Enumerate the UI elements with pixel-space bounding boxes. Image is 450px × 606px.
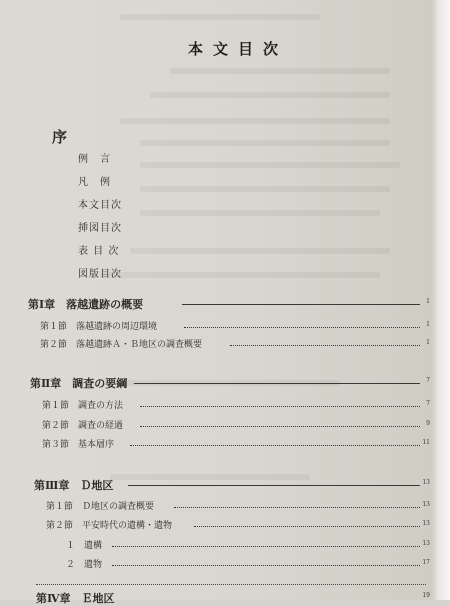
toc-section-line	[0, 499, 430, 513]
preface-item: 表 目 次	[78, 246, 120, 257]
toc-section-line	[0, 418, 430, 432]
toc-subsection-line	[0, 557, 430, 571]
toc-page-number: 13	[422, 520, 430, 527]
toc-subsection-line	[0, 538, 430, 552]
toc-label: ２ 遺物	[66, 560, 103, 570]
toc-page-number: 7	[426, 377, 430, 384]
toc-page-number: 1	[426, 298, 430, 305]
toc-page-number: 1	[426, 321, 430, 328]
preface-item: 凡 例	[78, 177, 111, 188]
toc-section-line	[0, 337, 430, 351]
toc-label: 第Ⅱ章 調査の要綱	[30, 377, 128, 390]
toc-leader	[112, 546, 420, 547]
toc-chapter-line	[0, 590, 430, 604]
toc-page-number: 11	[422, 439, 430, 446]
toc-leader	[230, 345, 420, 346]
toc-label: １ 遺構	[66, 541, 103, 551]
toc-section-line	[0, 398, 430, 412]
toc-leader	[112, 565, 420, 566]
preface-item: 本文目次	[78, 200, 122, 211]
toc-label: 第１節 Ｄ地区の調査概要	[46, 502, 155, 512]
toc-page-number: 19	[422, 592, 430, 599]
toc-page-number: 13	[422, 540, 430, 547]
toc-page-number: 13	[422, 501, 430, 508]
toc-label: 第Ⅳ章 Ｅ地区	[36, 592, 115, 605]
page-title: 本文目次	[188, 40, 289, 58]
page-edge	[432, 0, 450, 600]
toc-leader	[128, 485, 420, 486]
toc-page-number: 9	[426, 420, 430, 427]
toc-leader	[130, 445, 420, 446]
toc-label: 第Ⅲ章 Ｄ地区	[34, 479, 114, 492]
toc-leader	[140, 426, 420, 427]
toc-leader	[140, 406, 420, 407]
preface-item: 図版目次	[78, 269, 122, 280]
toc-chapter-line	[0, 375, 430, 389]
toc-section-line	[0, 437, 430, 451]
toc-label: 第１節 落越遺跡の周辺環境	[40, 322, 158, 332]
toc-page-number: 7	[426, 400, 430, 407]
toc-label: 第２節 落越遺跡Ａ・Ｂ地区の調査概要	[40, 340, 203, 350]
toc-leader	[174, 507, 420, 508]
preface-heading: 序	[52, 128, 68, 146]
toc-section-line	[0, 319, 430, 333]
toc-leader	[184, 327, 420, 328]
toc-leader	[182, 304, 420, 305]
preface-item: 挿図目次	[78, 223, 122, 234]
toc-page-number: 13	[422, 479, 430, 486]
toc-label: 第１節 調査の方法	[42, 401, 124, 411]
preface-item: 例 言	[78, 154, 111, 165]
toc-chapter-line	[0, 296, 430, 310]
toc-leader	[194, 526, 420, 527]
leader-line	[36, 584, 426, 585]
toc-label: 第３節 基本層序	[42, 440, 115, 450]
toc-label: 第２節 平安時代の遺構・遺物	[46, 521, 173, 531]
toc-section-line	[0, 518, 430, 532]
toc-label: 第Ⅰ章 落越遺跡の概要	[28, 298, 144, 311]
toc-page-number: 17	[422, 559, 430, 566]
toc-page-number: 1	[426, 339, 430, 346]
toc-chapter-line	[0, 477, 430, 491]
toc-label: 第２節 調査の経過	[42, 421, 124, 431]
toc-leader	[134, 383, 420, 384]
